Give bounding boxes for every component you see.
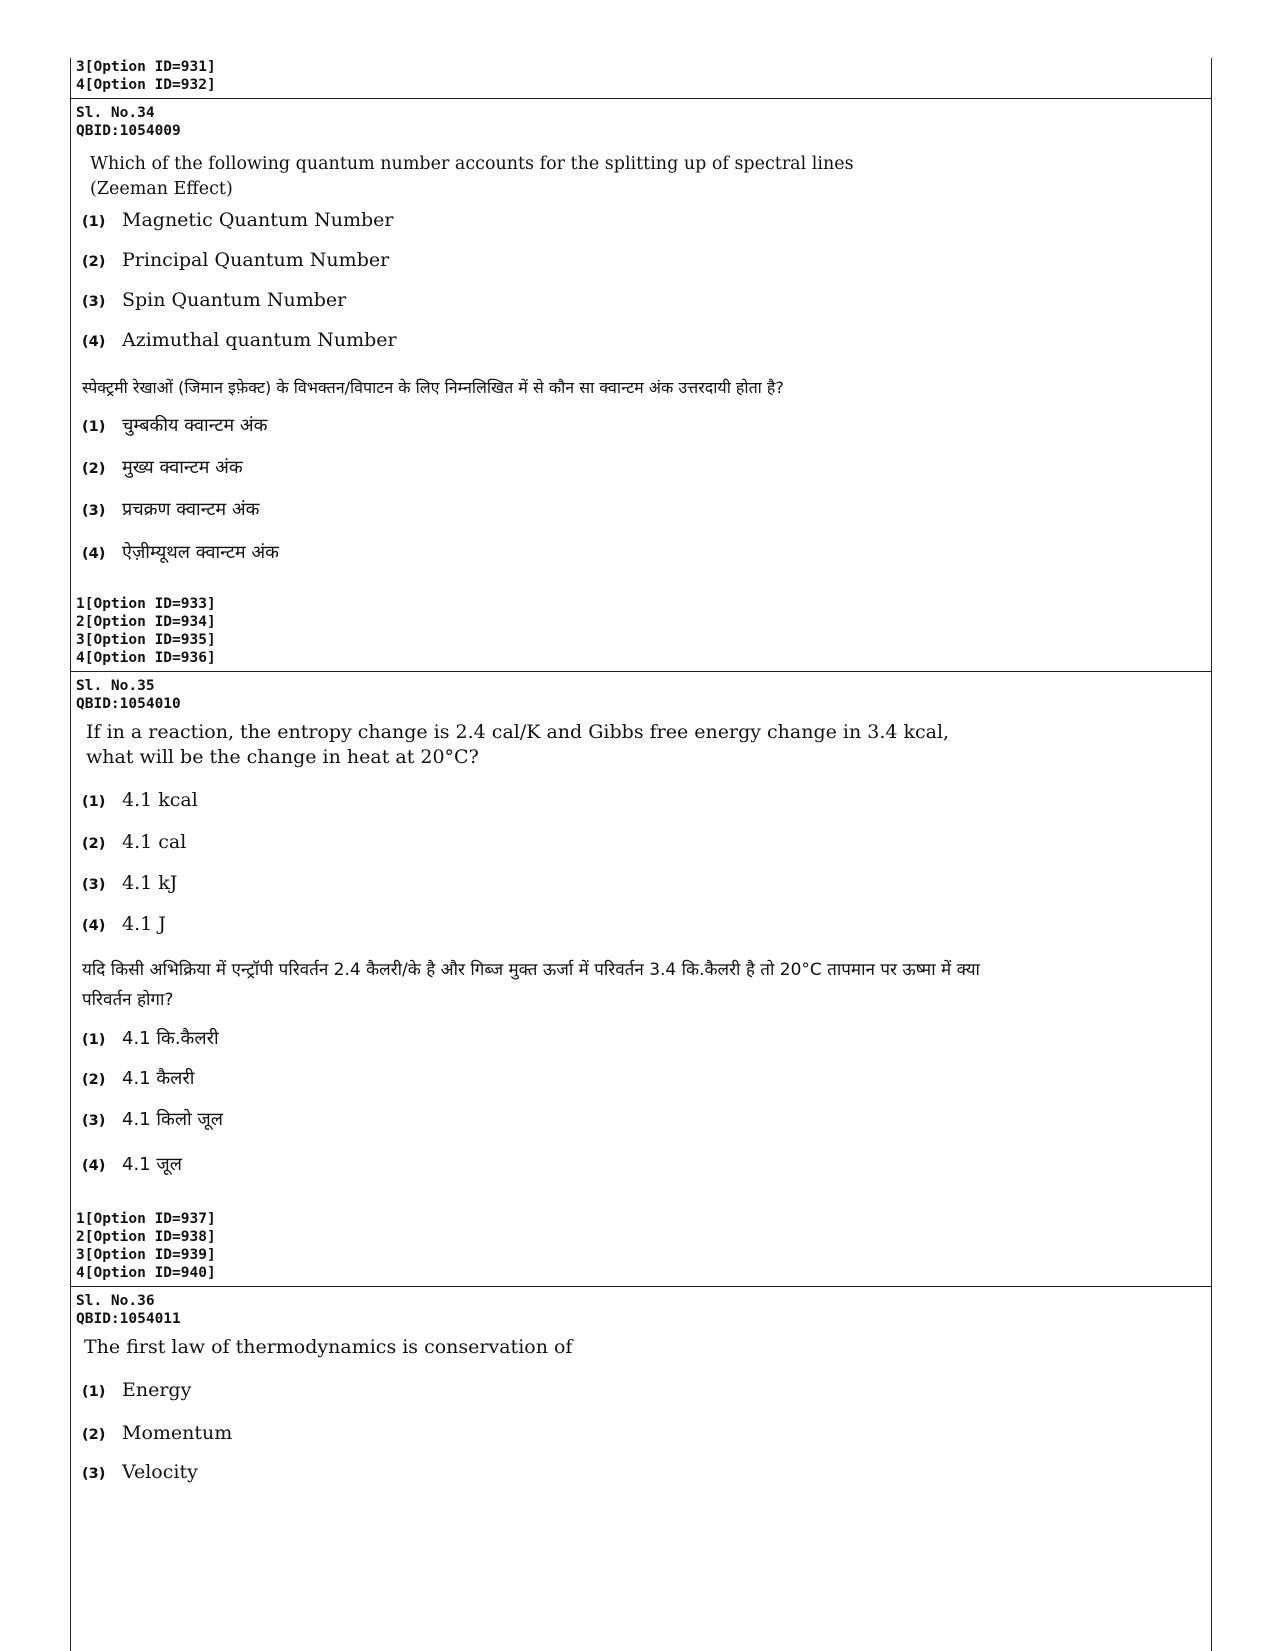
option-number: (3) bbox=[82, 877, 106, 893]
option-hi bbox=[82, 498, 260, 523]
option-en bbox=[82, 788, 198, 814]
option-id-line: 4[Option ID=932] bbox=[76, 77, 216, 93]
divider bbox=[70, 98, 1212, 99]
option-en bbox=[82, 1460, 198, 1486]
option-number: (4) bbox=[82, 918, 106, 934]
option-number: (1) bbox=[82, 1032, 106, 1048]
qbid: QBID:1054011 bbox=[76, 1311, 181, 1327]
option-text: 4.1 कैलरी bbox=[122, 1068, 195, 1089]
option-en bbox=[82, 248, 389, 274]
option-id-line: 3[Option ID=935] bbox=[76, 632, 216, 648]
question-text-hi: स्पेक्ट्रमी रेखाओं (जिमान इफ़ेक्ट) के विभक्तन/विपाटन के लिए निम्नलिखित में से कौन सा क्वान्टम अंक उत्तरदायी होता है? bbox=[82, 378, 784, 397]
option-number: (4) bbox=[82, 334, 106, 350]
option-number: (3) bbox=[82, 503, 106, 519]
divider bbox=[70, 1286, 1212, 1287]
option-text: ऐज़ीम्यूथल क्वान्टम अंक bbox=[122, 542, 279, 563]
option-number: (1) bbox=[82, 214, 106, 230]
option-text: 4.1 J bbox=[122, 913, 166, 935]
qbid: QBID:1054010 bbox=[76, 696, 181, 712]
option-en bbox=[82, 1378, 191, 1404]
option-hi bbox=[82, 1108, 223, 1133]
option-en bbox=[82, 288, 346, 314]
serial-number: Sl. No.35 bbox=[76, 678, 155, 694]
option-hi bbox=[82, 1027, 219, 1052]
option-hi bbox=[82, 456, 243, 481]
option-id-line: 4[Option ID=940] bbox=[76, 1265, 216, 1281]
serial-number: Sl. No.34 bbox=[76, 105, 155, 121]
option-id-line: 1[Option ID=933] bbox=[76, 596, 216, 612]
option-text: Spin Quantum Number bbox=[122, 289, 347, 311]
option-text: Magnetic Quantum Number bbox=[122, 209, 394, 231]
option-en bbox=[82, 871, 177, 897]
option-number: (1) bbox=[82, 419, 106, 435]
option-number: (2) bbox=[82, 1427, 106, 1443]
option-id-line: 2[Option ID=934] bbox=[76, 614, 216, 630]
option-text: मुख्य क्वान्टम अंक bbox=[122, 457, 243, 478]
divider bbox=[70, 671, 1212, 672]
option-hi bbox=[82, 1067, 194, 1092]
option-number: (4) bbox=[82, 1158, 106, 1174]
option-text: चुम्बकीय क्वान्टम अंक bbox=[122, 415, 268, 436]
option-number: (1) bbox=[82, 794, 106, 810]
option-text: 4.1 kJ bbox=[122, 872, 178, 894]
option-id-line: 2[Option ID=938] bbox=[76, 1229, 216, 1245]
option-en bbox=[82, 328, 397, 354]
option-id-line: 3[Option ID=931] bbox=[76, 59, 216, 75]
option-en bbox=[82, 1421, 232, 1447]
option-number: (3) bbox=[82, 1113, 106, 1129]
question-text-en: Which of the following quantum number accounts for the splitting up of spectral lines (Zeeman Effect) bbox=[90, 154, 854, 199]
option-text: Energy bbox=[122, 1379, 192, 1401]
option-text: 4.1 किलो जूल bbox=[122, 1109, 223, 1130]
option-text: Velocity bbox=[122, 1461, 198, 1483]
option-text: प्रचक्रण क्वान्टम अंक bbox=[122, 499, 260, 520]
option-text: 4.1 कि.कैलरी bbox=[122, 1028, 219, 1049]
option-number: (3) bbox=[82, 1466, 106, 1482]
option-text: Azimuthal quantum Number bbox=[122, 329, 397, 351]
option-hi bbox=[82, 1153, 182, 1178]
option-id-line: 3[Option ID=939] bbox=[76, 1247, 216, 1263]
option-number: (4) bbox=[82, 546, 106, 562]
option-number: (3) bbox=[82, 294, 106, 310]
option-en bbox=[82, 830, 186, 856]
option-text: 4.1 जूल bbox=[122, 1154, 182, 1175]
option-text: 4.1 cal bbox=[122, 831, 187, 853]
question-text-en: The first law of thermodynamics is conservation of bbox=[84, 1336, 573, 1358]
option-id-line: 4[Option ID=936] bbox=[76, 650, 216, 666]
option-id-line: 1[Option ID=937] bbox=[76, 1211, 216, 1227]
option-en bbox=[82, 912, 166, 938]
option-text: Principal Quantum Number bbox=[122, 249, 390, 271]
option-hi bbox=[82, 414, 267, 439]
option-number: (1) bbox=[82, 1384, 106, 1400]
serial-number: Sl. No.36 bbox=[76, 1293, 155, 1309]
option-text: Momentum bbox=[122, 1422, 233, 1444]
option-number: (2) bbox=[82, 1072, 106, 1088]
option-number: (2) bbox=[82, 836, 106, 852]
option-hi bbox=[82, 541, 279, 566]
option-text: 4.1 kcal bbox=[122, 789, 198, 811]
option-en bbox=[82, 208, 394, 234]
question-text-hi: यदि किसी अभिक्रिया में एन्ट्रॉपी परिवर्तन 2.4 कैलरी/के है और गिब्ज मुक्त ऊर्जा में परिवर्तन 3.4 कि.कैलरी है तो 20°C तापमान पर ऊष्मा में क्या परिवर्तन होगा? bbox=[82, 960, 980, 1010]
question-text-en: If in a reaction, the entropy change is 2.4 cal/K and Gibbs free energy change in 3.4 kcal, what will be the change in heat at 20°C? bbox=[86, 721, 950, 768]
option-number: (2) bbox=[82, 254, 106, 270]
qbid: QBID:1054009 bbox=[76, 123, 181, 139]
option-number: (2) bbox=[82, 461, 106, 477]
